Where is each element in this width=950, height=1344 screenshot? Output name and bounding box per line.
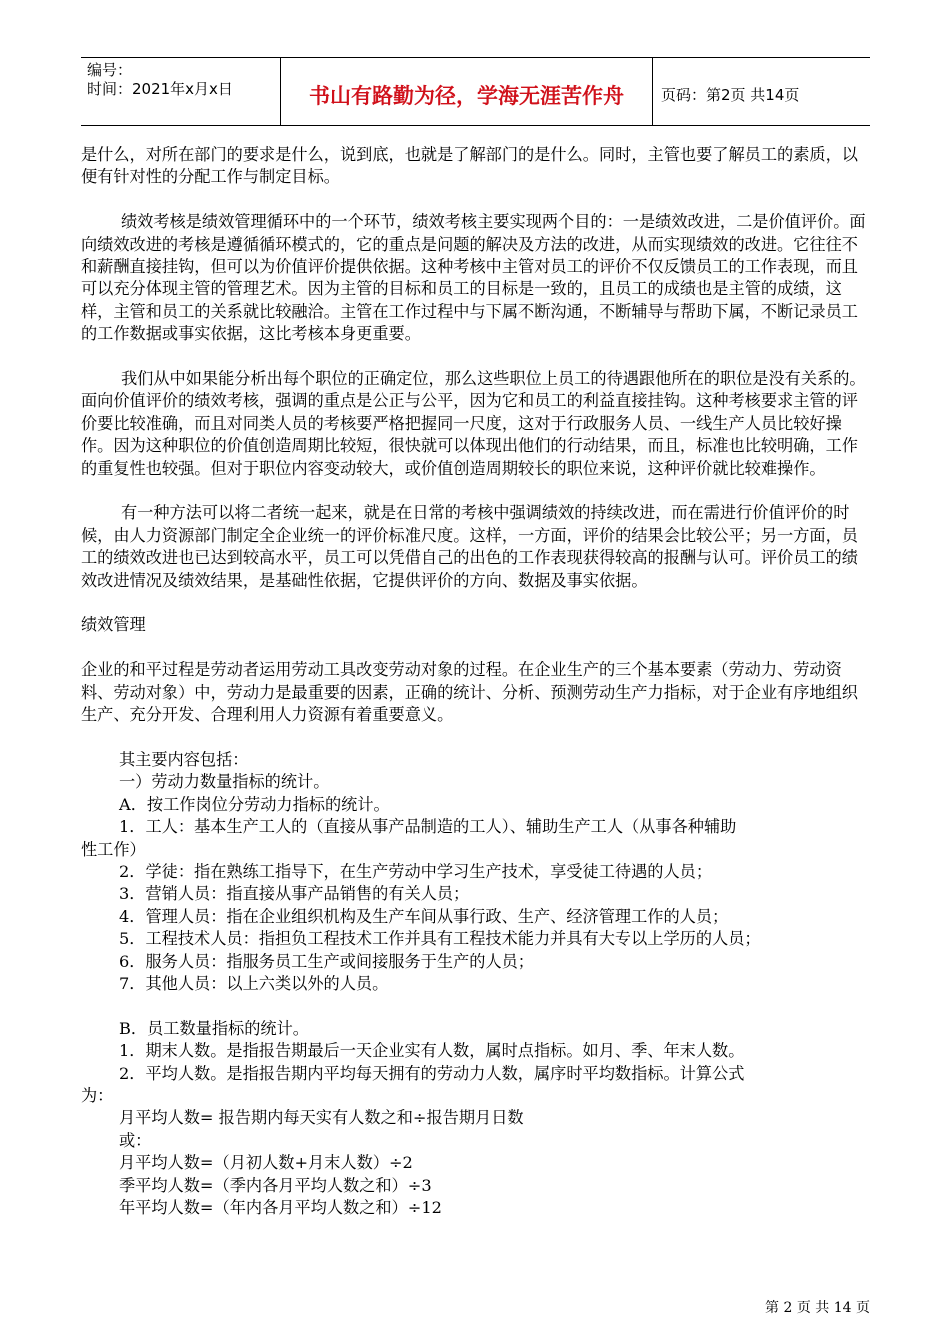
formula-line: 年平均人数=（年内各月平均人数之和）÷12	[119, 1197, 442, 1217]
paragraph: 是什么，对所在部门的要求是什么，说到底，也就是了解部门的是什么。同时，主管也要了解员工的素质，以便有针对性的分配工作与制定目标。	[81, 145, 858, 187]
header-motto: 书山有路勤为径，学海无涯苦作舟	[281, 58, 653, 125]
list-item: 7．其他人员：以上六类以外的人员。	[119, 973, 389, 993]
page-footer: 第 2 页 共 14 页	[765, 1300, 870, 1316]
paragraph: 企业的和平过程是劳动者运用劳动工具改变劳动对象的过程。在企业生产的三个基本要素（劳动力、劳动资料、劳动对象）中，劳动力是最重要的因素，正确的统计、分析、预测劳动生产力指标，对于企业有序地组织生产、充分开发、合理利用人力资源有着重要意义。	[81, 660, 858, 725]
list-item: 其主要内容包括：	[119, 749, 249, 769]
list-item: B．员工数量指标的统计。	[119, 1018, 309, 1038]
header-page-info: 页码：第2页 共14页	[661, 86, 800, 104]
page-header	[81, 57, 870, 126]
document-number-label: 编号：	[87, 61, 133, 79]
paragraph: 绩效考核是绩效管理循环中的一个环节，绩效考核主要实现两个目的：一是绩效改进，二是价值评价。面向绩效改进的考核是遵循循环模式的，它的重点是问题的解决及方法的改进，从而实现绩效的改进。它往往不和薪酬直接挂钩，但可以为价值评价提供依据。这种考核中主管对员工的评价不仅反馈员工的工作表现，而且可以充分体现主管的管理艺术。因为主管的目标和员工的目标是一致的，且员工的成绩也是主管的成绩，这样，主管和员工的关系就比较融洽。主管在工作过程中与下属不断沟通，不断辅导与帮助下属，不断记录员工的工作数据或事实依据，这比考核本身更重要。	[81, 212, 866, 344]
list-item: 2．平均人数。是指报告期内平均每天拥有的劳动力人数，属序时平均数指标。计算公式	[119, 1063, 745, 1083]
formula-line: 月平均人数=（月初人数+月末人数）÷2	[119, 1153, 413, 1173]
list-item: 4．管理人员：指在企业组织机构及生产车间从事行政、生产、经济管理工作的人员；	[119, 906, 729, 926]
list-item-continuation: 为：	[81, 1085, 114, 1105]
section-heading: 绩效管理	[81, 615, 146, 635]
list-item: 1．期末人数。是指报告期最后一天企业实有人数，属时点指标。如月、季、年末人数。	[119, 1041, 745, 1061]
paragraph: 有一种方法可以将二者统一起来，就是在日常的考核中强调绩效的持续改进，而在需进行价值评价的时候，由人力资源部门制定全企业统一的评价标准尺度。这样，一方面，评价的结果会比较公平；另一方面，员工的绩效改进也已达到较高水平，员工可以凭借自己的出色的工作表现获得较高的报酬与认可。评价员工的绩效改进情况及绩效结果，是基础性依据，它提供评价的方向、数据及事实依据。	[81, 503, 858, 590]
list-item: 5．工程技术人员：指担负工程技术工作并具有工程技术能力并具有大专以上学历的人员；	[119, 929, 761, 949]
list-item: 1．工人：基本生产工人的（直接从事产品制造的工人）、辅助生产工人（从事各种辅助	[119, 817, 737, 837]
header-meta	[81, 58, 281, 125]
formula-line: 或：	[119, 1130, 152, 1150]
list-item-continuation: 性工作）	[81, 839, 146, 859]
formula-line: 季平均人数=（季内各月平均人数之和）÷3	[119, 1175, 432, 1195]
paragraph: 我们从中如果能分析出每个职位的正确定位，那么这些职位上员工的待遇跟他所在的职位是没有关系的。面向价值评价的绩效考核，强调的重点是公正与公平，因为它和员工的利益直接挂钩。这种考核要求主管的评价要比较准确，而且对同类人员的考核要严格把握同一尺度，这对于行政服务人员、一线生产人员比较好操作。因为这种职位的价值创造周期比较短，很快就可以体现出他们的行动结果，而且，标准也比较明确，工作的重复性也较强。但对于职位内容变动较大，或价值创造周期较长的职位来说，这种评价就比较难操作。	[81, 369, 866, 478]
list-item: 2．学徒：指在熟练工指导下，在生产劳动中学习生产技术，享受徒工待遇的人员；	[119, 861, 713, 881]
formula-line: 月平均人数= 报告期内每天实有人数之和÷报告期月日数	[119, 1108, 524, 1128]
list-item: A．按工作岗位分劳动力指标的统计。	[119, 794, 390, 814]
list-item: 一）劳动力数量指标的统计。	[119, 772, 330, 792]
list-item: 3．营销人员：指直接从事产品销售的有关人员；	[119, 884, 470, 904]
list-item: 6．服务人员：指服务员工生产或间接服务于生产的人员；	[119, 951, 534, 971]
document-body	[81, 144, 872, 1219]
document-time-label: 时间：2021年x月x日	[87, 80, 233, 98]
